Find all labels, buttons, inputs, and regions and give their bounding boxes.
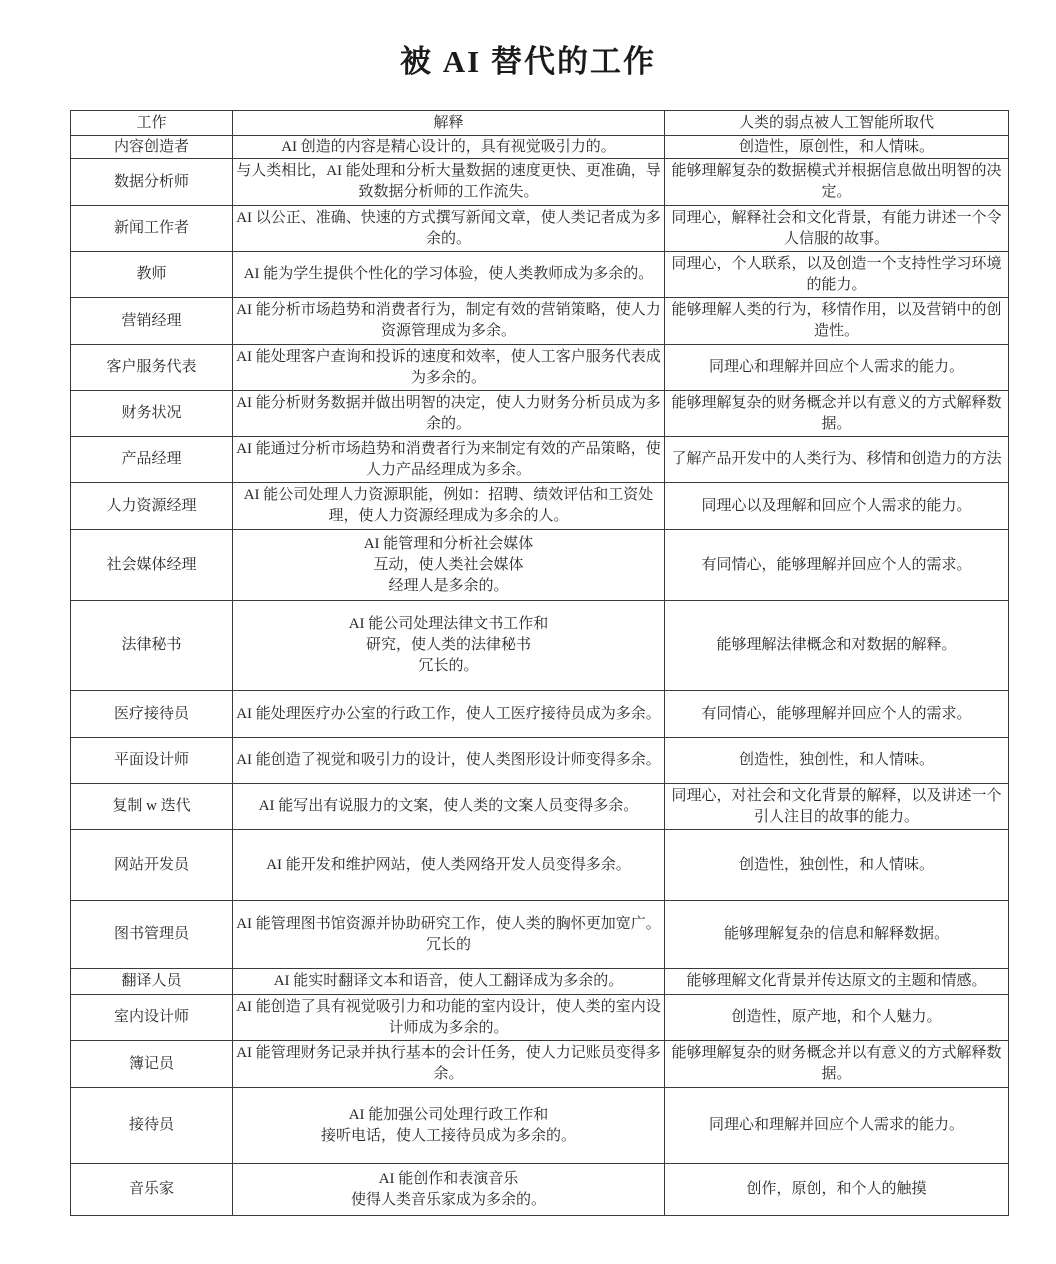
explanation-cell: AI 能通过分析市场趋势和消费者行为来制定有效的产品策略，使人力产品经理成为多余。 — [233, 437, 665, 483]
job-cell: 人力资源经理 — [71, 483, 233, 530]
table-row — [71, 738, 1009, 784]
explanation-cell: AI 能处理医疗办公室的行政工作，使人工医疗接待员成为多余。 — [233, 691, 665, 738]
human-strength-cell: 创造性，独创性，和人情味。 — [665, 738, 1009, 784]
table-row — [71, 691, 1009, 738]
human-strength-cell: 同理心和理解并回应个人需求的能力。 — [665, 345, 1009, 391]
explanation-cell: 与人类相比，AI 能处理和分析大量数据的速度更快、更准确，导致数据分析师的工作流失。 — [233, 159, 665, 206]
table-row — [71, 206, 1009, 252]
explanation-cell: AI 能公司处理人力资源职能，例如：招聘、绩效评估和工资处理，使人力资源经理成为多余的人。 — [233, 483, 665, 530]
table-row — [71, 901, 1009, 969]
explanation-cell: AI 能创造了具有视觉吸引力和功能的室内设计，使人类的室内设计师成为多余的。 — [233, 995, 665, 1041]
job-cell: 接待员 — [71, 1088, 233, 1164]
human-strength-cell: 创造性，原创性，和人情味。 — [665, 136, 1009, 159]
job-cell: 营销经理 — [71, 298, 233, 345]
table-row — [71, 995, 1009, 1041]
job-cell: 法律秘书 — [71, 601, 233, 691]
explanation-cell: AI 能加强公司处理行政工作和 接听电话，使人工接待员成为多余的。 — [233, 1088, 665, 1164]
explanation-cell: AI 创造的内容是精心设计的，具有视觉吸引力的。 — [233, 136, 665, 159]
header-explanation: 解释 — [233, 111, 665, 136]
human-strength-cell: 能够理解复杂的信息和解释数据。 — [665, 901, 1009, 969]
job-cell: 网站开发员 — [71, 830, 233, 901]
table-row — [71, 1041, 1009, 1088]
table-row — [71, 345, 1009, 391]
table-row — [71, 159, 1009, 206]
human-strength-cell: 同理心，对社会和文化背景的解释，以及讲述一个引人注目的故事的能力。 — [665, 784, 1009, 830]
table-row — [71, 298, 1009, 345]
table-row — [71, 784, 1009, 830]
human-strength-cell: 能够理解人类的行为，移情作用，以及营销中的创造性。 — [665, 298, 1009, 345]
human-strength-cell: 同理心以及理解和回应个人需求的能力。 — [665, 483, 1009, 530]
job-cell: 内容创造者 — [71, 136, 233, 159]
job-cell: 医疗接待员 — [71, 691, 233, 738]
human-strength-cell: 同理心，个人联系，以及创造一个支持性学习环境的能力。 — [665, 252, 1009, 298]
human-strength-cell: 有同情心，能够理解并回应个人的需求。 — [665, 530, 1009, 601]
explanation-cell: AI 能写出有说服力的文案，使人类的文案人员变得多余。 — [233, 784, 665, 830]
job-cell: 财务状况 — [71, 391, 233, 437]
human-strength-cell: 创作，原创，和个人的触摸 — [665, 1164, 1009, 1216]
header-row — [71, 111, 1009, 136]
job-cell: 音乐家 — [71, 1164, 233, 1216]
human-strength-cell: 创造性，原产地，和个人魅力。 — [665, 995, 1009, 1041]
table-row — [71, 391, 1009, 437]
explanation-cell: AI 能实时翻译文本和语音，使人工翻译成为多余的。 — [233, 969, 665, 995]
job-cell: 社会媒体经理 — [71, 530, 233, 601]
table-row — [71, 601, 1009, 691]
table-row — [71, 530, 1009, 601]
explanation-cell: AI 能公司处理法律文书工作和 研究，使人类的法律秘书 冗长的。 — [233, 601, 665, 691]
job-cell: 簿记员 — [71, 1041, 233, 1088]
job-cell: 平面设计师 — [71, 738, 233, 784]
human-strength-cell: 能够理解复杂的财务概念并以有意义的方式解释数据。 — [665, 1041, 1009, 1088]
explanation-cell: AI 能管理和分析社会媒体 互动，使人类社会媒体 经理人是多余的。 — [233, 530, 665, 601]
human-strength-cell: 同理心，解释社会和文化背景，有能力讲述一个令人信服的故事。 — [665, 206, 1009, 252]
table-row — [71, 1164, 1009, 1216]
job-cell: 客户服务代表 — [71, 345, 233, 391]
explanation-cell: AI 以公正、准确、快速的方式撰写新闻文章，使人类记者成为多余的。 — [233, 206, 665, 252]
table-body — [71, 136, 1009, 1216]
table-row — [71, 136, 1009, 159]
human-strength-cell: 同理心和理解并回应个人需求的能力。 — [665, 1088, 1009, 1164]
human-strength-cell: 能够理解复杂的财务概念并以有意义的方式解释数据。 — [665, 391, 1009, 437]
explanation-cell: AI 能开发和维护网站，使人类网络开发人员变得多余。 — [233, 830, 665, 901]
job-cell: 产品经理 — [71, 437, 233, 483]
table-row — [71, 1088, 1009, 1164]
table-row — [71, 252, 1009, 298]
explanation-cell: AI 能创作和表演音乐 使得人类音乐家成为多余的。 — [233, 1164, 665, 1216]
job-cell: 新闻工作者 — [71, 206, 233, 252]
job-cell: 复制 w 迭代 — [71, 784, 233, 830]
human-strength-cell: 能够理解复杂的数据模式并根据信息做出明智的决定。 — [665, 159, 1009, 206]
explanation-cell: AI 能管理图书馆资源并协助研究工作，使人类的胸怀更加宽广。 冗长的 — [233, 901, 665, 969]
jobs-table — [70, 110, 1009, 1216]
header-human-strength: 人类的弱点被人工智能所取代 — [665, 111, 1009, 136]
page-title: 被 AI 替代的工作 — [400, 44, 656, 79]
table-header — [71, 111, 1009, 136]
job-cell: 室内设计师 — [71, 995, 233, 1041]
explanation-cell: AI 能为学生提供个性化的学习体验，使人类教师成为多余的。 — [233, 252, 665, 298]
human-strength-cell: 创造性，独创性，和人情味。 — [665, 830, 1009, 901]
explanation-cell: AI 能分析财务数据并做出明智的决定，使人力财务分析员成为多余的。 — [233, 391, 665, 437]
explanation-cell: AI 能管理财务记录并执行基本的会计任务，使人力记账员变得多余。 — [233, 1041, 665, 1088]
job-cell: 教师 — [71, 252, 233, 298]
header-job: 工作 — [71, 111, 233, 136]
human-strength-cell: 能够理解法律概念和对数据的解释。 — [665, 601, 1009, 691]
job-cell: 图书管理员 — [71, 901, 233, 969]
explanation-cell: AI 能分析市场趋势和消费者行为，制定有效的营销策略，使人力资源管理成为多余。 — [233, 298, 665, 345]
job-cell: 翻译人员 — [71, 969, 233, 995]
human-strength-cell: 能够理解文化背景并传达原文的主题和情感。 — [665, 969, 1009, 995]
job-cell: 数据分析师 — [71, 159, 233, 206]
human-strength-cell: 了解产品开发中的人类行为、移情和创造力的方法 — [665, 437, 1009, 483]
explanation-cell: AI 能处理客户查询和投诉的速度和效率，使人工客户服务代表成为多余的。 — [233, 345, 665, 391]
explanation-cell: AI 能创造了视觉和吸引力的设计，使人类图形设计师变得多余。 — [233, 738, 665, 784]
table-row — [71, 483, 1009, 530]
table-row — [71, 969, 1009, 995]
table-row — [71, 830, 1009, 901]
human-strength-cell: 有同情心，能够理解并回应个人的需求。 — [665, 691, 1009, 738]
table-row — [71, 437, 1009, 483]
